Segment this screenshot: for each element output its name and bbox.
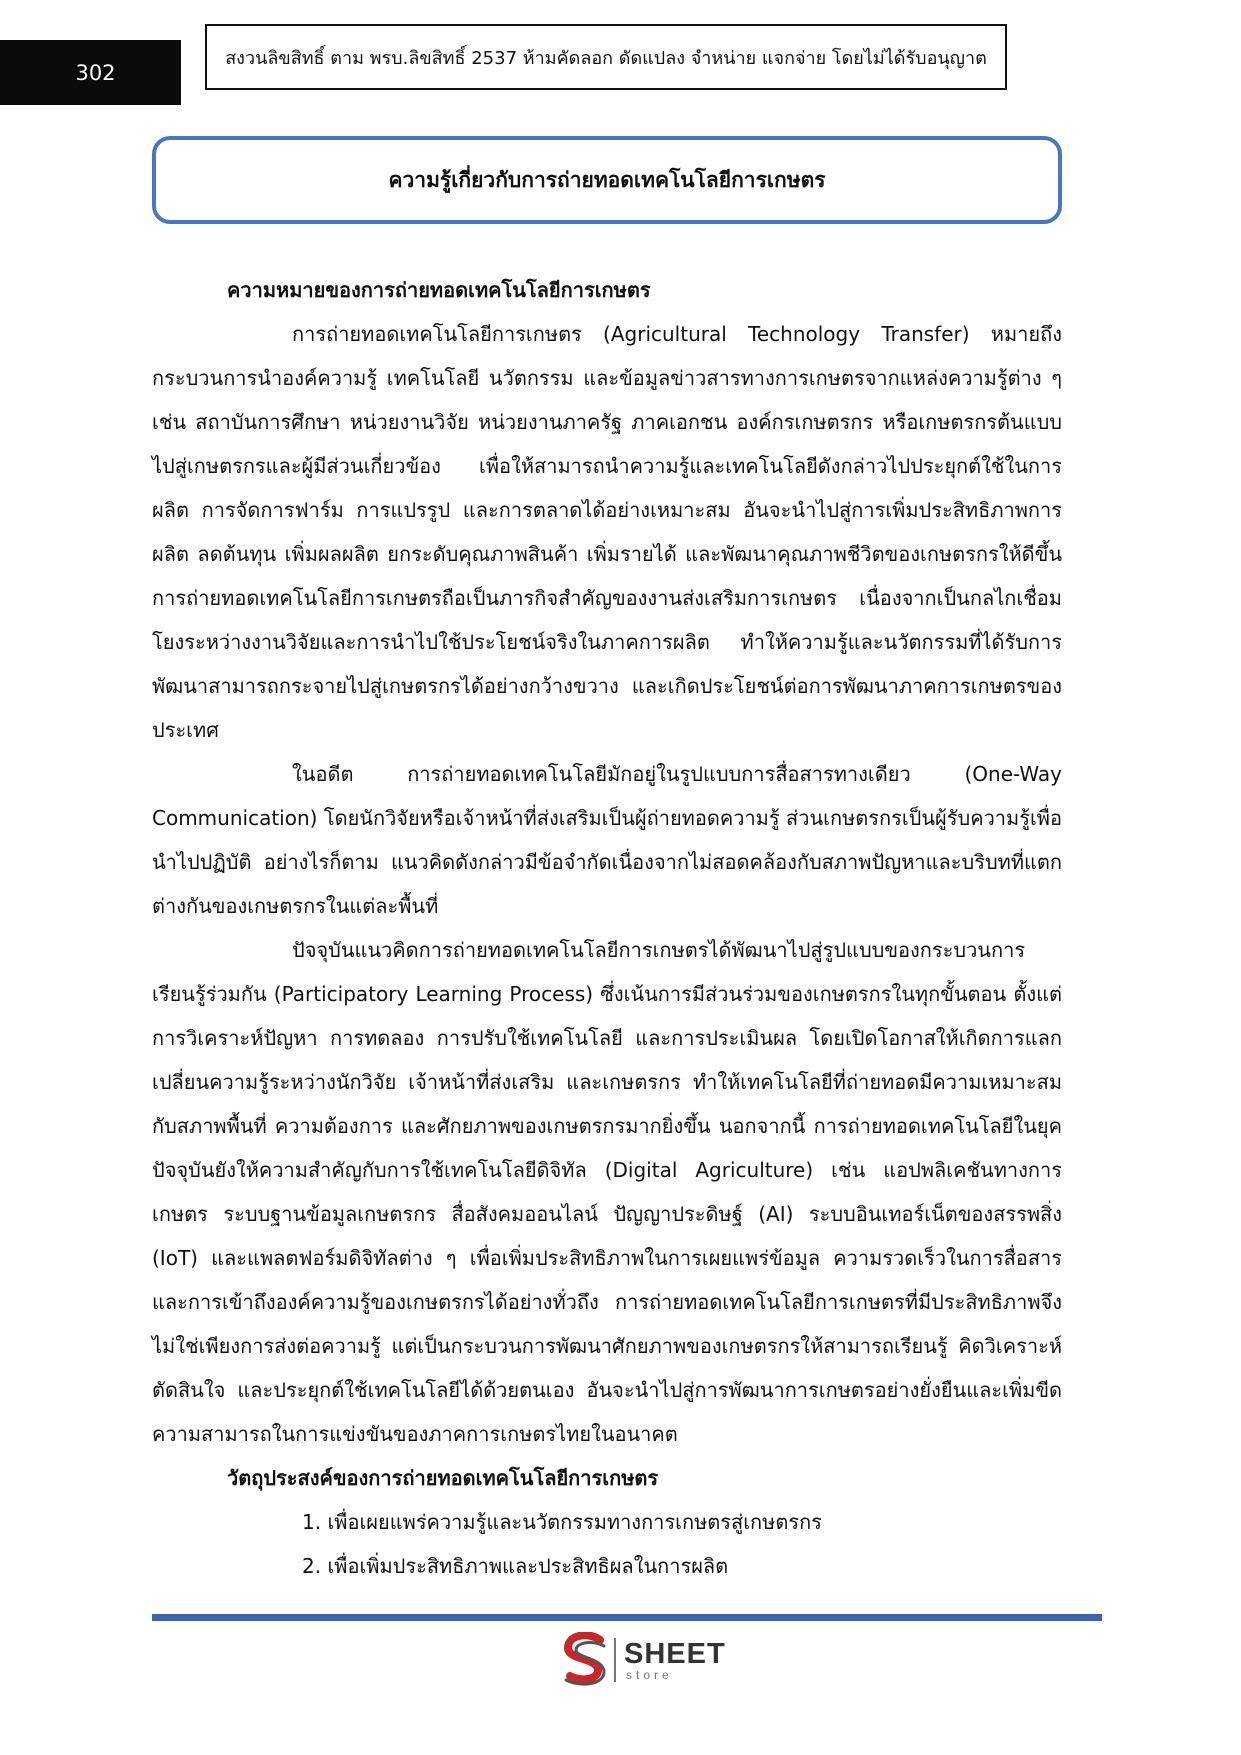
sheet-s-icon	[560, 1632, 610, 1688]
copyright-notice: สงวนลิขสิทธิ์ ตาม พรบ.ลิขสิทธิ์ 2537 ห้ามคัดลอก ดัดแปลง จำหน่าย แจกจ่าย โดยไม่ได้รับอนุญาต	[205, 24, 1007, 90]
list-item: 2. เพื่อเพิ่มประสิทธิภาพและประสิทธิผลในการผลิต	[302, 1554, 729, 1578]
list-item: 1. เพื่อเผยแพร่ความรู้และนวัตกรรมทางการเกษตรสู่เกษตรกร	[302, 1510, 822, 1534]
section-title-box	[152, 136, 1062, 224]
paragraph-past: ในอดีต การถ่ายทอดเทคโนโลยีมักอยู่ในรูปแบบการสื่อสารทางเดียว (One-Way Communication) โดยนักวิจัยหรือเจ้าหน้าที่ส่งเสริมเป็นผู้ถ่ายทอดความรู้ ส่วนเกษตรกรเป็นผู้รับความรู้เพื่อนำไปปฏิบัติ อย่างไรก็ตาม แนวคิดดังกล่าวมีข้อจำกัดเนื่องจากไม่สอดคล้องกับสภาพปัญหาและบริบทที่แตกต่างกันของเกษตรกรในแต่ละพื้นที่	[152, 762, 1062, 918]
logo-subtitle: store	[626, 1667, 673, 1682]
footer-rule	[152, 1614, 1102, 1621]
meaning-heading: ความหมายของการถ่ายทอดเทคโนโลยีการเกษตร	[227, 278, 651, 302]
sheet-store-logo	[560, 1630, 726, 1690]
logo-text	[624, 1637, 726, 1682]
logo-word: SHEET	[624, 1637, 726, 1670]
paragraph-present: ปัจจุบันแนวคิดการถ่ายทอดเทคโนโลยีการเกษตรได้พัฒนาไปสู่รูปแบบของกระบวนการเรียนรู้ร่วมกัน (Participatory Learning Process) ซึ่งเน้นการมีส่วนร่วมของเกษตรกรในทุกขั้นตอน ตั้งแต่การวิเคราะห์ปัญหา การทดลอง การปรับใช้เทคโนโลยี และการประเมินผล โดยเปิดโอกาสให้เกิดการแลกเปลี่ยนความรู้ระหว่างนักวิจัย เจ้าหน้าที่ส่งเสริม และเกษตรกร ทำให้เทคโนโลยีที่ถ่ายทอดมีความเหมาะสมกับสภาพพื้นที่ ความต้องการ และศักยภาพของเกษตรกรมากยิ่งขึ้น นอกจากนี้ การถ่ายทอดเทคโนโลยีในยุคปัจจุบันยังให้ความสำคัญกับการใช้เทคโนโลยีดิจิทัล (Digital Agriculture) เช่น แอปพลิเคชันทางการเกษตร ระบบฐานข้อมูลเกษตรกร สื่อสังคมออนไลน์ ปัญญาประดิษฐ์ (AI) ระบบอินเทอร์เน็ตของสรรพสิ่ง (IoT) และแพลตฟอร์มดิจิทัลต่าง ๆ เพื่อเพิ่มประสิทธิภาพในการเผยแพร่ข้อมูล ความรวดเร็วในการสื่อสาร และการเข้าถึงองค์ความรู้ของเกษตรกรได้อย่างทั่วถึง การถ่ายทอดเทคโนโลยีการเกษตรที่มีประสิทธิภาพจึงไม่ใช่เพียงการส่งต่อความรู้ แต่เป็นกระบวนการพัฒนาศักยภาพของเกษตรกรให้สามารถเรียนรู้ คิดวิเคราะห์ ตัดสินใจ และประยุกต์ใช้เทคโนโลยีได้ด้วยตนเอง อันจะนำไปสู่การพัฒนาการเกษตรอย่างยั่งยืนและเพิ่มขีดความสามารถในการแข่งขันของภาคการเกษตรไทยในอนาคต	[152, 938, 1062, 1446]
objectives-heading: วัตถุประสงค์ของการถ่ายทอดเทคโนโลยีการเกษตร	[227, 1466, 659, 1490]
section-title: ความรู้เกี่ยวกับการถ่ายทอดเทคโนโลยีการเกษตร	[388, 167, 826, 192]
logo-separator	[614, 1638, 616, 1682]
document-body	[152, 268, 1062, 1588]
paragraph-definition: การถ่ายทอดเทคโนโลยีการเกษตร (Agricultural Technology Transfer) หมายถึงกระบวนการนำองค์ความรู้ เทคโนโลยี นวัตกรรม และข้อมูลข่าวสารทางการเกษตรจากแหล่งความรู้ต่าง ๆ เช่น สถาบันการศึกษา หน่วยงานวิจัย หน่วยงานภาครัฐ ภาคเอกชน องค์กรเกษตรกร หรือเกษตรกรต้นแบบ ไปสู่เกษตรกรและผู้มีส่วนเกี่ยวข้อง เพื่อให้สามารถนำความรู้และเทคโนโลยีดังกล่าวไปประยุกต์ใช้ในการผลิต การจัดการฟาร์ม การแปรรูป และการตลาดได้อย่างเหมาะสม อันจะนำไปสู่การเพิ่มประสิทธิภาพการผลิต ลดต้นทุน เพิ่มผลผลิต ยกระดับคุณภาพสินค้า เพิ่มรายได้ และพัฒนาคุณภาพชีวิตของเกษตรกรให้ดีขึ้น การถ่ายทอดเทคโนโลยีการเกษตรถือเป็นภารกิจสำคัญของงานส่งเสริมการเกษตร เนื่องจากเป็นกลไกเชื่อมโยงระหว่างงานวิจัยและการนำไปใช้ประโยชน์จริงในภาคการผลิต ทำให้ความรู้และนวัตกรรมที่ได้รับการพัฒนาสามารถกระจายไปสู่เกษตรกรได้อย่างกว้างขวาง และเกิดประโยชน์ต่อการพัฒนาภาคการเกษตรของประเทศ	[152, 322, 1062, 742]
objectives-list	[152, 1500, 1062, 1588]
page-number: 302	[0, 40, 181, 105]
